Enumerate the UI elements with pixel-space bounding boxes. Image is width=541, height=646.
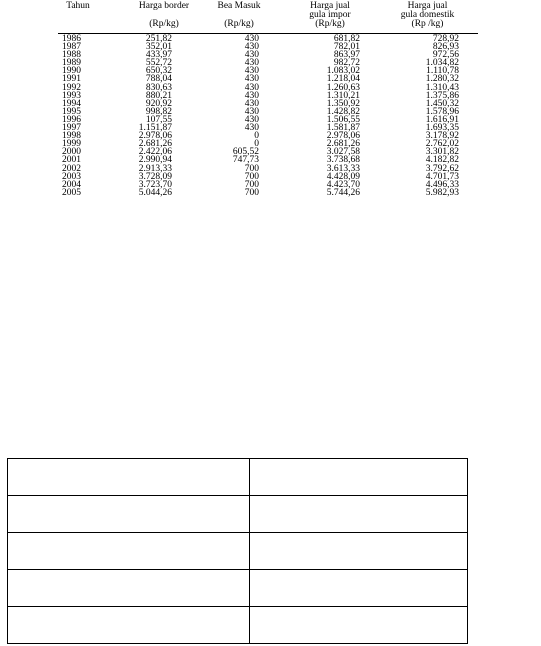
empty-cell	[8, 496, 250, 533]
table-cell: 0	[254, 131, 259, 142]
table-cell: 826,93	[432, 42, 459, 53]
table-cell: 430	[244, 90, 259, 101]
table-cell: 1.375,86	[425, 90, 459, 101]
table-cell: 1996	[62, 114, 81, 125]
table-cell: 700	[244, 187, 259, 198]
table-cell: 430	[244, 58, 259, 69]
table-cell: 863,97	[333, 50, 360, 61]
table-cell: 430	[244, 123, 259, 134]
table-cell: 2003	[62, 171, 81, 182]
table-cell: 1987	[62, 42, 81, 53]
column-harga-jual-impor	[300, 35, 360, 197]
table-cell: 1.350,92	[326, 98, 360, 109]
table-cell: 1995	[62, 106, 81, 117]
table-cell: 430	[244, 106, 259, 117]
table-cell: 1988	[62, 50, 81, 61]
column-tahun	[62, 35, 102, 197]
table-cell: 2.990,94	[138, 155, 172, 166]
table-cell: 430	[244, 34, 259, 44]
table-cell: 5.744,26	[326, 187, 360, 198]
header-line: gula domestik	[400, 10, 455, 20]
header-harga-jual-impor	[290, 2, 370, 29]
table-cell: 2004	[62, 179, 81, 190]
table-cell: 2001	[62, 155, 81, 166]
table-cell: 1.450,32	[425, 98, 459, 109]
table-cell: 3.613,33	[326, 163, 360, 174]
table-cell: 1989	[62, 58, 81, 69]
empty-cell	[250, 459, 468, 496]
table-cell: 5.982,93	[425, 187, 459, 198]
table-cell: 430	[244, 114, 259, 125]
table-cell: 1992	[62, 82, 81, 93]
header-line: Harga jual	[407, 1, 448, 11]
column-harga-border	[112, 35, 172, 197]
table-cell: 3.792,62	[425, 163, 459, 174]
header-line: (Rp/kg)	[315, 19, 345, 29]
table-cell: 4.182,82	[425, 155, 459, 166]
table-cell: 2.913,33	[138, 163, 172, 174]
table-cell: 1.693,35	[425, 123, 459, 134]
header-line: gula impor	[309, 10, 351, 20]
empty-cell	[250, 533, 468, 570]
column-bea-masuk	[205, 35, 259, 197]
table-cell: 1.310,43	[425, 82, 459, 93]
table-cell: 107,55	[145, 114, 172, 125]
table-row	[8, 533, 468, 570]
table-cell: 430	[244, 98, 259, 109]
table-cell: 1998	[62, 131, 81, 142]
header-line: (Rp/kg)	[149, 19, 179, 29]
column-harga-jual-domestik	[397, 35, 459, 197]
table-cell: 788,04	[145, 74, 172, 85]
table-cell: 782,01	[333, 42, 360, 53]
table-cell: 650,32	[145, 66, 172, 77]
empty-cell	[250, 607, 468, 644]
empty-cell	[250, 570, 468, 607]
table-cell: 430	[244, 42, 259, 53]
table-cell: 1993	[62, 90, 81, 101]
table-cell: 0	[254, 139, 259, 150]
table-cell: 2.978,06	[138, 131, 172, 142]
table-cell: 747,73	[232, 155, 259, 166]
table-cell: 430	[244, 66, 259, 77]
table-cell: 3.738,68	[326, 155, 360, 166]
table-cell: 728,92	[432, 34, 459, 44]
table-cell: 3.301,82	[425, 147, 459, 158]
table-cell: 251,82	[145, 34, 172, 44]
table-cell: 1.506,55	[326, 114, 360, 125]
table-cell: 4.701,73	[425, 171, 459, 182]
table-cell: 982,72	[333, 58, 360, 69]
table-cell: 352,01	[145, 42, 172, 53]
table-cell: 1.110,78	[426, 66, 459, 77]
table-cell: 2.762,02	[425, 139, 459, 150]
table-cell: 700	[244, 171, 259, 182]
header-line: Harga jual	[310, 1, 350, 11]
table-cell: 2000	[62, 147, 81, 158]
table-cell: 2.422,06	[138, 147, 172, 158]
empty-cell	[250, 496, 468, 533]
table-cell: 605,52	[232, 147, 259, 158]
table-cell: 998,82	[145, 106, 172, 117]
table-row	[8, 496, 468, 533]
table-row	[8, 459, 468, 496]
table-cell: 1.616,91	[425, 114, 459, 125]
header-harga-border	[124, 2, 204, 29]
table-cell: 430	[244, 50, 259, 61]
table-cell: 1986	[62, 34, 81, 44]
empty-cell	[8, 533, 250, 570]
empty-cell	[8, 570, 250, 607]
table-cell: 1.218,04	[326, 74, 360, 85]
table-row	[8, 570, 468, 607]
table-cell: 1.428,82	[326, 106, 360, 117]
table-cell: 880,21	[145, 90, 172, 101]
header-line: (Rp /kg)	[411, 19, 444, 29]
table-cell: 972,56	[432, 50, 459, 61]
header-tahun	[58, 2, 98, 11]
table-cell: 4.496,33	[425, 179, 459, 190]
table-cell: 1997	[62, 123, 81, 134]
table-cell: 430	[244, 74, 259, 85]
table-cell: 1.034,82	[425, 58, 459, 69]
table-cell: 1.581,87	[326, 123, 360, 134]
table-cell: 1.578,96	[425, 106, 459, 117]
table-cell: 4.428,09	[326, 171, 360, 182]
table-cell: 1.151,87	[138, 123, 172, 134]
table-cell: 2002	[62, 163, 81, 174]
empty-cell	[8, 459, 250, 496]
header-line: Tahun	[66, 1, 90, 11]
table-cell: 1.280,32	[425, 74, 459, 85]
table-cell: 3.728,09	[138, 171, 172, 182]
table-cell: 2005	[62, 187, 81, 198]
table-cell: 1.260,63	[326, 82, 360, 93]
table-cell: 1990	[62, 66, 81, 77]
table-cell: 5.044,26	[138, 187, 172, 198]
table-cell: 700	[244, 163, 259, 174]
table-cell: 681,82	[333, 34, 360, 44]
table-cell: 433,97	[145, 50, 172, 61]
table-cell: 430	[244, 82, 259, 93]
header-bottom-rule	[58, 33, 478, 34]
header-line: Bea Masuk	[217, 1, 261, 11]
table-cell: 3.027,58	[326, 147, 360, 158]
table-cell: 3.178,92	[425, 131, 459, 142]
table-cell: 2.681,26	[138, 139, 172, 150]
table-cell: 4.423,70	[326, 179, 360, 190]
table-cell: 3.723,70	[138, 179, 172, 190]
header-bea-masuk	[208, 2, 270, 29]
table-cell: 1.083,02	[326, 66, 360, 77]
empty-cell	[8, 607, 250, 644]
header-line: Harga border	[138, 1, 190, 11]
table-cell: 1994	[62, 98, 81, 109]
table-cell: 920,92	[145, 98, 172, 109]
table-cell: 700	[244, 179, 259, 190]
table-cell: 2.978,06	[326, 131, 360, 142]
table-cell: 1999	[62, 139, 81, 150]
table-cell: 830,63	[145, 82, 172, 93]
header-harga-jual-domestik	[380, 2, 475, 29]
table-cell: 1.310,21	[326, 90, 360, 101]
empty-grid-table	[7, 458, 468, 644]
table-cell: 2.681,26	[326, 139, 360, 150]
header-line: (Rp/kg)	[224, 19, 254, 29]
table-row	[8, 607, 468, 644]
table-cell: 1991	[62, 74, 81, 85]
table-cell: 552,72	[145, 58, 172, 69]
